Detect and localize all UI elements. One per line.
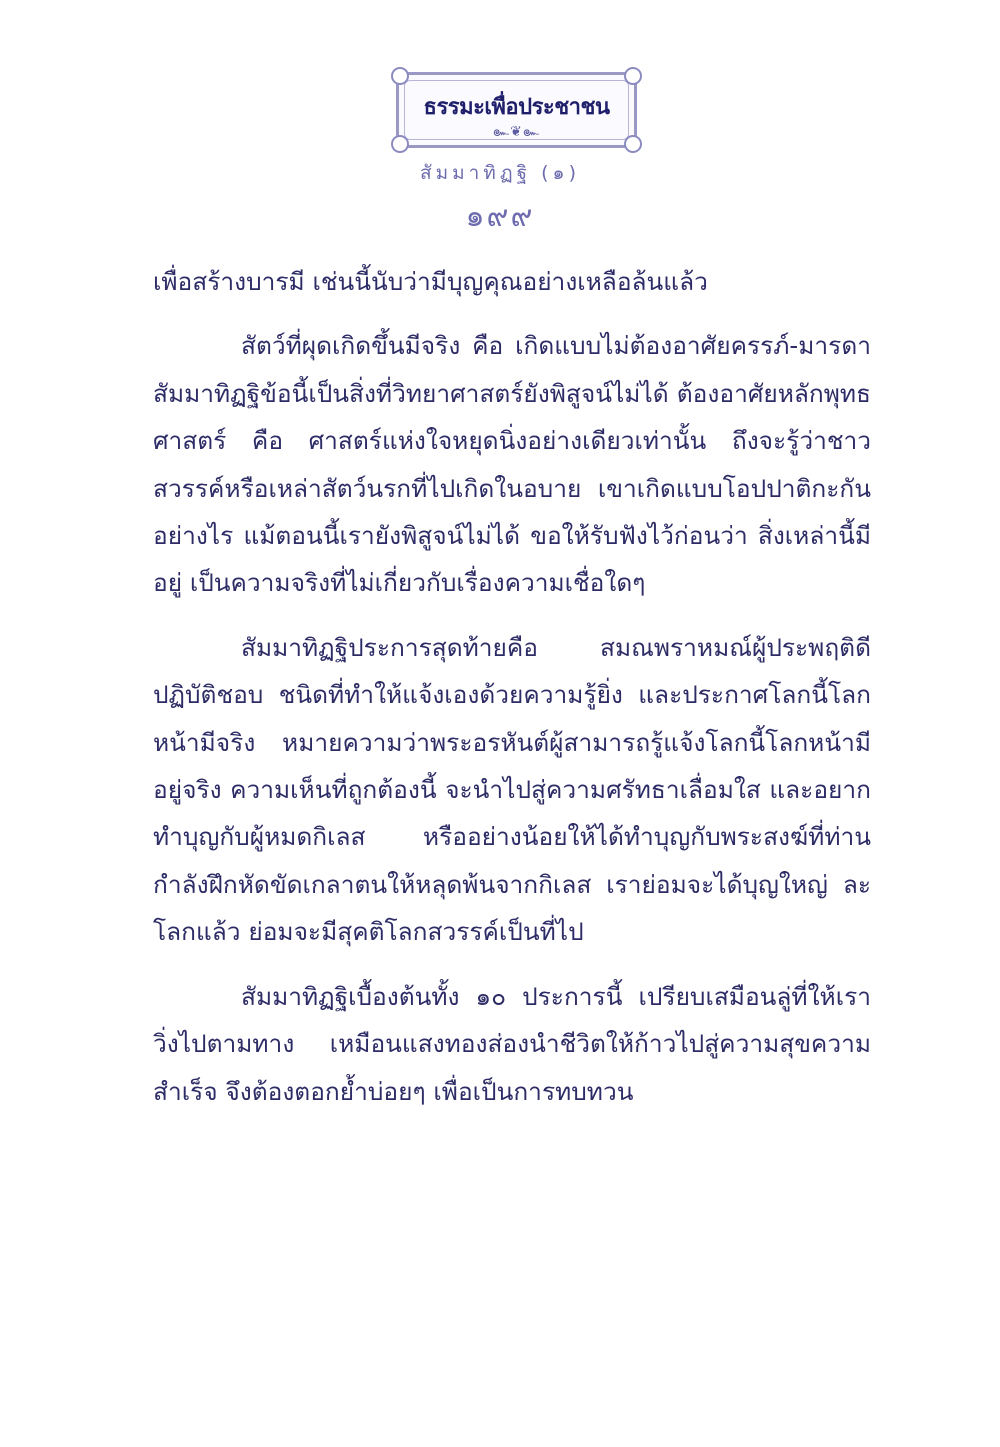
paragraph: สัมมาทิฏฐิประการสุดท้ายคือ สมณพราหมณ์ผู้ประพฤติดีปฏิบัติชอบ ชนิดที่ทำให้แจ้งเองด้วยความรู้ยิ่ง และประกาศโลกนี้โลกหน้ามีจริง หมายความว่าพระอรหันต์ผู้สามารถรู้แจ้งโลกนี้โลกหน้ามีอยู่จริง ความเห็นที่ถูกต้องนี้ จะนำไปสู่ความศรัทธาเลื่อมใส และอยากทำบุญกับผู้หมดกิเลส หรืออย่างน้อยให้ได้ทำบุญกับพระสงฆ์ที่ท่านกำลังฝึกหัดขัดเกลาตนให้หลุดพ้นจากกิเลส เราย่อมจะได้บุญใหญ่ ละโลกแล้ว ย่อมจะมีสุคติโลกสวรรค์เป็นที่ไป [153,632,871,947]
body-text [153,258,871,1132]
paragraph: เพื่อสร้างบารมี เช่นนี้นับว่ามีบุญคุณอย่างเหลือล้นแล้ว [153,267,708,296]
chapter-title: สัมมาทิฏฐิ (๑) [419,162,580,184]
series-logo [396,72,637,148]
logo-corner-ornament [624,67,642,85]
logo-corner-ornament [391,67,409,85]
page-number: ๑๙๙ [465,199,535,234]
paragraph: สัมมาทิฏฐิเบื้องต้นทั้ง ๑๐ ประการนี้ เปรียบเสมือนลู่ที่ให้เราวิ่งไปตามทาง เหมือนแสงทองส่องนำชีวิตให้ก้าวไปสู่ความสุขความสำเร็จ จึงต้องตอกย้ำบ่อยๆ เพื่อเป็นการทบทวน [153,981,871,1106]
logo-title: ธรรมะเพื่อประชาชน [423,95,610,120]
paragraph: สัตว์ที่ผุดเกิดขึ้นมีจริง คือ เกิดแบบไม่ต้องอาศัยครรภ์-มารดา สัมมาทิฏฐิข้อนี้เป็นสิ่งที่วิทยาศาสตร์ยังพิสูจน์ไม่ได้ ต้องอาศัยหลักพุทธศาสตร์ คือ ศาสตร์แห่งใจหยุดนิ่งอย่างเดียวเท่านั้น ถึงจะรู้ว่าชาวสวรรค์หรือเหล่าสัตว์นรกที่ไปเกิดในอบาย เขาเกิดแบบโอปปาติกะกันอย่างไร แม้ตอนนี้เรายังพิสูจน์ไม่ได้ ขอให้รับฟังไว้ก่อนว่า สิ่งเหล่านี้มีอยู่ เป็นความจริงที่ไม่เกี่ยวกับเรื่องความเชื่อใดๆ [153,331,871,598]
logo-ornament-icon: ๛❦๛ [492,124,541,140]
